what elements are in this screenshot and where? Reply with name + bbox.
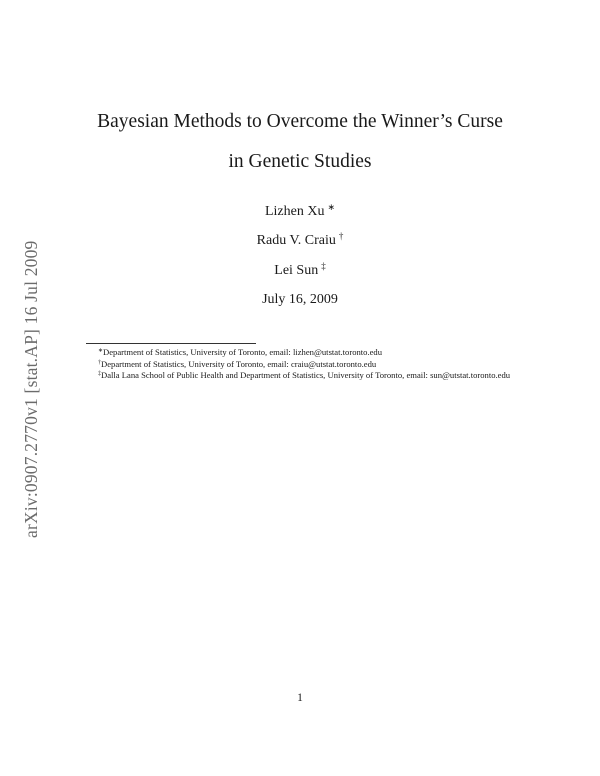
footnote-3: [86, 369, 518, 381]
arxiv-stamp: [20, 203, 44, 538]
publication-date: July 16, 2009: [262, 292, 338, 307]
footnotes: [86, 346, 518, 381]
paper-title-line-2: in Genetic Studies: [228, 151, 372, 172]
arxiv-identifier: arXiv:0907.2770v1 [stat.AP] 16 Jul 2009: [21, 240, 41, 538]
author-name: Lizhen Xu: [264, 204, 325, 219]
footnote-text: Department of Statistics, University of Toronto, email: craiu@utstat.toronto.edu: [101, 358, 377, 369]
author-footnote-mark: †: [338, 231, 344, 241]
page-number: 1: [297, 692, 303, 704]
author-2: [0, 231, 600, 249]
footnote-mark: ‡: [98, 371, 101, 377]
footnote-mark: †: [98, 359, 101, 366]
author-name: Radu V. Craiu: [256, 233, 336, 248]
footnote-text: Department of Statistics, University of Toronto, email: lizhen@utstat.toronto.edu: [103, 347, 383, 357]
author-1: [0, 202, 600, 220]
footnote-1: [86, 346, 518, 358]
paper-title-line-1: Bayesian Methods to Overcome the Winner’s Curse: [97, 111, 503, 132]
footnote-2: [86, 358, 518, 370]
footnote-text: Dalla Lana School of Public Health and Department of Statistics, University of Toronto, email: sun@utstat.toronto.edu: [101, 370, 511, 380]
footnote-mark: ∗: [98, 348, 104, 354]
footnote-divider: [86, 343, 256, 344]
author-name: Lei Sun: [274, 263, 319, 278]
author-footnote-mark: ‡: [321, 261, 326, 271]
author-footnote-mark: ∗: [327, 202, 336, 212]
author-3: [0, 261, 600, 279]
